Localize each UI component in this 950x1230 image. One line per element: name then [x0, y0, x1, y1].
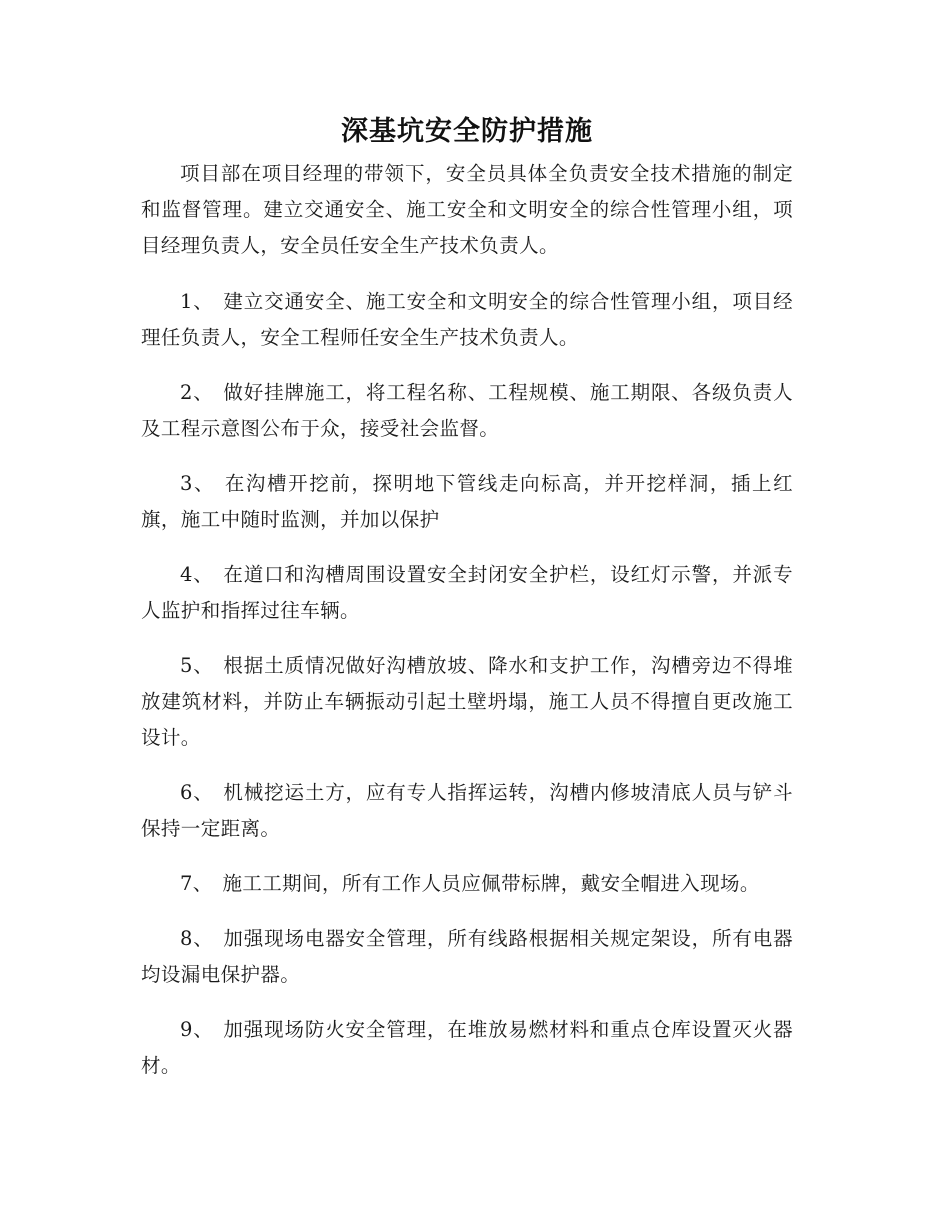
intro-paragraph: 项目部在项目经理的带领下，安全员具体全负责安全技术措施的制定和监督管理。建立交通安全、施工安全和文明安全的综合性管理小组，项目经理负责人，安全员任安全生产技术负责人。 [141, 162, 793, 257]
item-text: 机械挖运土方，应有专人指挥运转，沟槽内修坡清底人员与铲斗保持一定距离。 [141, 781, 793, 840]
item-text: 建立交通安全、施工安全和文明安全的综合性管理小组，项目经理任负责人，安全工程师任安全生产技术负责人。 [141, 290, 793, 349]
item-number: 1、 [180, 290, 214, 313]
item-number: 4、 [180, 563, 214, 586]
item-number: 5、 [180, 654, 214, 677]
list-item [141, 648, 793, 756]
item-text: 加强现场防火安全管理，在堆放易燃材料和重点仓库设置灭火器材。 [141, 1018, 793, 1077]
item-number: 6、 [180, 781, 214, 804]
document-title: 深基坑安全防护措施 [341, 116, 593, 147]
list-item [141, 921, 793, 993]
list-item [141, 284, 793, 356]
item-text: 在道口和沟槽周围设置安全封闭安全护栏，设红灯示警，并派专人监护和指挥过往车辆。 [141, 563, 793, 622]
list-item [141, 1012, 793, 1084]
list-item [141, 557, 793, 629]
item-text: 加强现场电器安全管理，所有线路根据相关规定架设，所有电器均设漏电保护器。 [141, 927, 793, 986]
item-number: 3、 [180, 472, 216, 495]
item-number: 8、 [180, 927, 214, 950]
item-number: 9、 [180, 1018, 214, 1041]
document-page [141, 108, 793, 1103]
list-item [141, 866, 793, 902]
item-text: 在沟槽开挖前，探明地下管线走向标高，并开挖样洞，插上红旗，施工中随时监测，并加以保护 [141, 472, 793, 531]
list-item [141, 375, 793, 447]
item-text: 做好挂牌施工，将工程名称、工程规模、施工期限、各级负责人及工程示意图公布于众，接受社会监督。 [141, 381, 793, 440]
item-text: 施工工期间，所有工作人员应佩带标牌，戴安全帽进入现场。 [222, 872, 760, 895]
item-text: 根据土质情况做好沟槽放坡、降水和支护工作，沟槽旁边不得堆放建筑材料，并防止车辆振动引起土壁坍塌，施工人员不得擅自更改施工设计。 [141, 654, 793, 749]
list-item [141, 466, 793, 538]
item-number: 2、 [180, 381, 214, 404]
item-number: 7、 [180, 872, 213, 895]
list-item [141, 775, 793, 847]
